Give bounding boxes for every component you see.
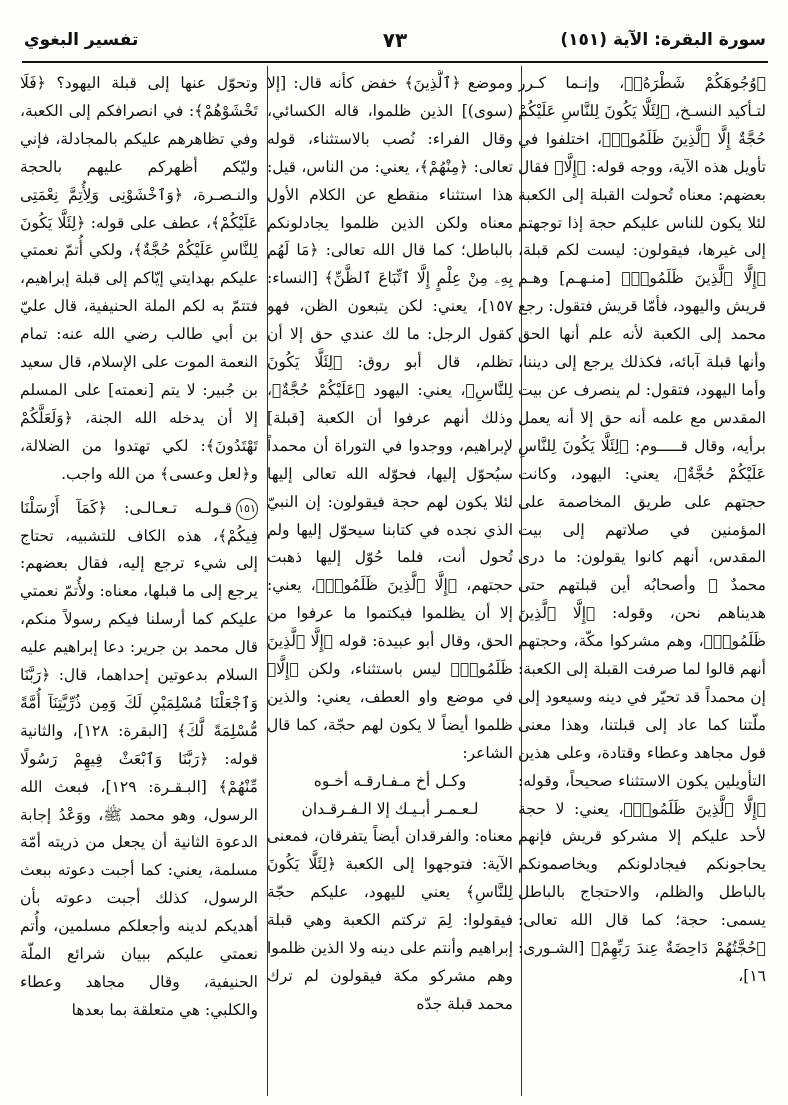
page-header (24, 28, 766, 58)
ayah-number-badge: ١٥١ (236, 498, 258, 520)
paragraph: وتحوّل عنها إلى قبلة اليهود؟ ﴿فَلَا تَخْشَوْهُمْ﴾: في انصرافكم إلى الكعبة، وفي تظاهرهم عليكم بالمجادلة، فإني وليّكم أظهركم عليهم بالحجة والنـصـرة، ﴿وَٱخْشَوْنِى وَلِأُتِمَّ نِعْمَتِى عَلَيْكُمْ﴾، عطف على قوله: ﴿لِئَلَّا يَكُونَ لِلنَّاسِ عَلَيْكُمْ حُجَّةٌ﴾، ولكي أُتمّ نعمتي عليكم بهدايتي إيّاكم إلى قبلة إبراهيم، فتتمّ به لكم الملة الحنيفية، قال عليّ بن أبي طالب رضي الله عنه: تمام النعمة الموت على الإسلام، قال سعيد بن جُبير: لا يتم [نعمته] على المسلم إلا أن يدخله الله الجنة، ﴿وَلَعَلَّكُمْ تَهْتَدُونَ﴾: لكي تهتدوا من الضلالة، و﴿لعل وعسى﴾ من الله واجب. (20, 74, 258, 483)
paragraph: ﴿وُجُوهَكُمْ شَطْرَهُۥ﴾، وإنـما كـرر لتـأكيد النسـخ، ﴿لِئَلَّا يَكُونَ لِلنَّاسِ عَلَيْكُمْ حُجَّةٌ إِلَّا ٱلَّذِينَ ظَلَمُوا۟﴾، اختلفوا في تأويل هذه الآية، ووجه قوله: ﴿إِلَّا﴾ فقال بعضهم: معناه تُحولت القبلة إلى الكعبة لئلا يكون للناس عليكم حجة إذا توجهتم إلى غيرها، فيقولون: ليست لكم قبلة، ﴿إِلَّا ٱلَّذِينَ ظَلَمُوا۟﴾ [منـهـم] وهـم قريش واليهود، فأمّا قريش فتقول: رجع محمد إلى الكعبة لأنه علم أنها الحق وأنها قبلة آبائه، فكذلك يرجع إلى ديننا، وأما اليهود، فتقول: لم ينصرف عن بيت المقدس مع علمه أنه حق إلا أنه يعمل برأيه، وقال قـــــوم: ﴿لِئَلَّا يَكُونَ لِلنَّاسِ عَلَيْكُمْ حُجَّةٌ﴾، يعني: اليهود، وكانت حجتهم على طريق المخاصمة على المؤمنين في صلاتهم إلى بيت المقدس، أنهم كانوا يقولون: ما درى محمدٌ ﷺ وأصحابُه أين قبلتهم حتى هديناهم نحن، وقوله: ﴿إِلَّا ٱلَّذِينَ ظَلَمُوا۟﴾، وهم مشركوا مكّة، وحجتهم أنهم قالوا لما صرفت القبلة إلى الكعبة: إن محمداً قد تحيّر في دينه وسيعود إلى ملّتنا كما عاد إلى قبلتنا، وهذا معنى قول مجاهد وعطاء وقتادة، وعلى هذين التأويلين يكون الاستثناء صحيحاً، وقوله: ﴿إِلَّا ٱلَّذِينَ ظَلَمُوا۟﴾، يعني: لا حجة لأحد عليكم إلا مشركو قريش فإنهم يحاجونكم فيجادلونكم ويخاصمونكم بالباطل والظلم، والاحتجاج بالباطل يسمى: حجة؛ كما قال الله تعالى: ﴿حُجَّتُهُمْ دَاحِضَةٌ عِندَ رَبِّهِمْ﴾ [الشـورى: ١٦]، (518, 74, 766, 985)
poem-line: لـعـمـر أبـيـك إلا الـفـرقـدان (301, 799, 479, 818)
paragraph: وموضع ﴿ٱلَّذِينَ﴾ خفض كأنه قال: [إلا (سوى)] الذين ظلموا، قاله الكسائي، وقال الفراء: نُصب بالاستثناء، قوله تعالى: ﴿مِنْهُمْ﴾، يعني: من الناس، قيل: هذا استثناء منقطع عن الكلام الأول معناه ولكن الذين ظلموا يجادلونكم بالباطل؛ كما قال الله تعالى: ﴿مَا لَهُم بِهِۦ مِنْ عِلْمٍ إِلَّا ٱتِّبَاعَ ٱلظَّنِّ﴾ [النساء: ١٥٧]، يعني: لكن يتبعون الظن، فهو كقول الرجل: ما لك عندي حق إلا أن تظلم، قال أبو روق: ﴿لِئَلَّا يَكُونَ لِلنَّاسِ﴾، يعني: اليهود ﴿عَلَيْكُمْ حُجَّةٌ﴾، وذلك أنهم عرفوا أن الكعبة [قبلة] لإبراهيم، ووجدوا في التوراة أن محمداً سيُحوّل إليها، فحوّله الله تعالى إليها لئلا يكون لهم حجة فيقولون: إن النبيّ الذي نجده في كتابنا سيحوّل إليها ولم تُحول أنت، فلما حُوّل إليها ذهبت حجتهم، ﴿إِلَّا ٱلَّذِينَ ظَلَمُوا۟﴾، يعني: إلا أن يظلموا فيكتموا ما عرفوا من الحق، وقال أبو عبيدة: قوله ﴿إِلَّا ٱلَّذِينَ ظَلَمُوا۟﴾ ليس باستثناء، ولكن ﴿إِلَّا﴾ في موضع واو العطف، يعني: والذين ظلموا أيضاً لا يكون لهم حجّة، كما قال الشاعر: (267, 74, 513, 762)
column-middle (267, 70, 513, 1090)
paragraph-text: قـولـه تـعـالـى: ﴿كَمَآ أَرْسَلْنَا فِيكُمْ﴾، هذه الكاف للتشبيه، تحتاج إلى شيء ترجع إليه، فقال بعضهم: يرجع إلى ما قبلها، معناه: ولأُتمّ نعمتي عليكم كما أرسلنا فيكم رسولاً منكم، قال محمد بن جرير: دعا إبراهيم عليه السلام بدعوتين إحداهما، قال: ﴿رَبَّنَا وَٱجْعَلْنَا مُسْلِمَيْنِ لَكَ وَمِن ذُرِّيَّتِنَآ أُمَّةً مُّسْلِمَةً لَّكَ﴾ [البقرة: ١٢٨]، والثانية قوله: ﴿رَبَّنَا وَٱبْعَثْ فِيهِمْ رَسُولًا مِّنْهُمْ﴾ [البـقـرة: ١٢٩]، فبعث الله الرسول، وهو محمد ﷺ، ووَعْدُ إجابة الدعوة الثانية أن يجعل من ذريته أمّة مسلمة، يعني: كما أجبت دعوته ببعث الرسول، كذلك أجبت دعوته بأن أهديكم لدينه وأجعلكم مسلمين، وأُتم نعمتي عليكم ببيان شرائع الملّة الحنيفية، وقال مجاهد وعطاء والكلبي: هي متعلقة بما بعدها (20, 498, 258, 1019)
column-right (518, 70, 766, 1090)
paragraph: معناه: والفرقدان أيضاً يتفرقان، فمعنى الآية: فتوجهوا إلى الكعبة ﴿لِئَلَّا يَكُونَ لِلنَّاسِ﴾ يعني لليهود، عليكم حجّة فيقولوا: لِمَ تركتم الكعبة وهي قبلة إبراهيم وأنتم على دينه ولا الذين ظلموا وهم مشركو مكة فيقولون لم ترك محمد قبلة جدّه (267, 827, 513, 1013)
surah-ayah-title: سورة البقرة: الآية (١٥١) (560, 30, 766, 50)
column-left (20, 70, 258, 1090)
poem-line: وكـل أخ مـفـارقـه أخـوه (313, 771, 467, 790)
paragraph (20, 495, 258, 1025)
page-number: ٧٣ (382, 28, 408, 52)
book-title: تفسير البغوي (24, 30, 139, 50)
header-rule (22, 61, 768, 63)
